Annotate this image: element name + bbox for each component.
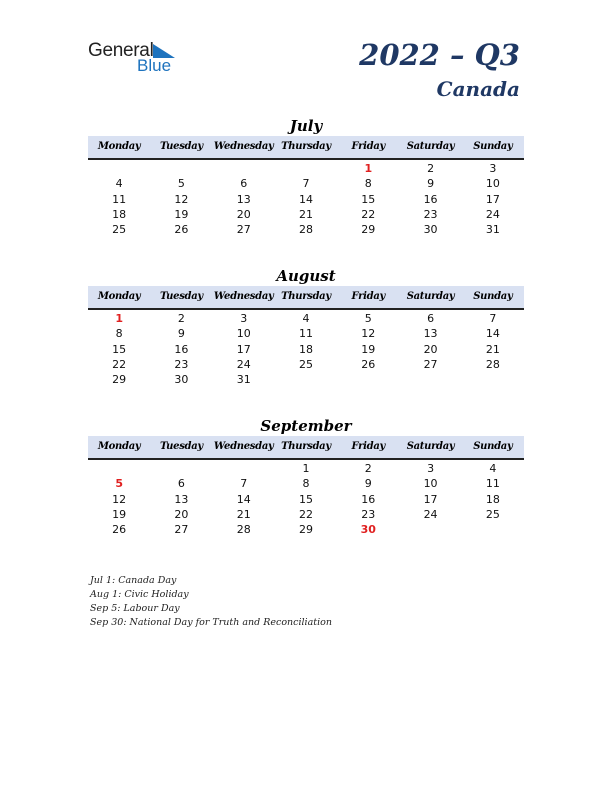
weekday-label: Friday bbox=[351, 441, 386, 452]
day-cell: 8 bbox=[364, 177, 372, 191]
day-cell: 7 bbox=[489, 312, 497, 325]
day-cell: 11 bbox=[298, 327, 313, 341]
day-cell: 12 bbox=[174, 192, 189, 206]
empty-day-cell bbox=[399, 522, 461, 537]
logo-general-text: General bbox=[88, 40, 154, 61]
weekday-label: Friday bbox=[351, 291, 386, 302]
day-cell: 20 bbox=[423, 342, 438, 356]
day-cell: 24 bbox=[236, 357, 251, 371]
day-cell: 5 bbox=[177, 177, 185, 191]
weekday-header bbox=[88, 136, 524, 160]
day-cell: 18 bbox=[485, 492, 500, 506]
day-cell: 5 bbox=[364, 312, 372, 325]
day-cell: 3 bbox=[240, 312, 248, 325]
day-cell: 2 bbox=[427, 162, 435, 175]
day-cell: 27 bbox=[174, 523, 189, 537]
weekday-label: Tuesday bbox=[159, 441, 203, 452]
day-cell: 1 bbox=[302, 462, 310, 475]
holiday-note: Sep 5: Labour Day bbox=[90, 603, 180, 614]
empty-day-cell bbox=[275, 161, 337, 176]
day-cell: 28 bbox=[236, 523, 251, 537]
empty-day-cell bbox=[275, 372, 337, 387]
weekday-label: Tuesday bbox=[159, 291, 203, 302]
day-cell: 4 bbox=[489, 462, 497, 475]
day-cell: 21 bbox=[236, 507, 251, 521]
day-cell: 29 bbox=[112, 373, 127, 387]
weekday-label: Monday bbox=[97, 291, 141, 302]
day-cell: 19 bbox=[361, 342, 376, 356]
month-name: August bbox=[276, 267, 336, 285]
day-cell: 21 bbox=[298, 207, 313, 221]
day-cell: 23 bbox=[174, 357, 189, 371]
generalblue-logo bbox=[88, 40, 188, 76]
weekday-label: Monday bbox=[97, 441, 141, 452]
day-cell: 13 bbox=[236, 192, 251, 206]
month-name: September bbox=[260, 417, 352, 435]
day-cell: 8 bbox=[115, 327, 123, 341]
holiday-note: Aug 1: Civic Holiday bbox=[90, 589, 189, 600]
empty-day-cell bbox=[150, 161, 212, 176]
day-cell: 27 bbox=[236, 223, 251, 237]
day-cell: 15 bbox=[361, 192, 376, 206]
day-grid bbox=[88, 311, 524, 387]
day-cell: 18 bbox=[112, 207, 127, 221]
holiday-note: Sep 30: National Day for Truth and Reconciliation bbox=[90, 617, 332, 628]
day-cell: 10 bbox=[423, 477, 438, 491]
month-name: July bbox=[289, 117, 323, 135]
weekday-label: Monday bbox=[97, 141, 141, 152]
country-name: Canada bbox=[436, 77, 520, 101]
day-cell: 10 bbox=[236, 327, 251, 341]
day-cell: 26 bbox=[112, 523, 127, 537]
holiday-note: Jul 1: Canada Day bbox=[90, 575, 177, 586]
weekday-header bbox=[88, 436, 524, 460]
day-cell: 5 bbox=[115, 477, 123, 491]
day-cell: 25 bbox=[112, 223, 127, 237]
day-cell: 1 bbox=[115, 312, 123, 325]
month-september bbox=[88, 416, 524, 537]
empty-day-cell bbox=[337, 372, 399, 387]
day-cell: 25 bbox=[485, 507, 500, 521]
weekday-label: Sunday bbox=[473, 291, 513, 302]
empty-day-cell bbox=[88, 161, 150, 176]
logo-blue-text: Blue bbox=[137, 56, 172, 75]
day-cell: 19 bbox=[174, 207, 189, 221]
day-cell: 16 bbox=[174, 342, 189, 356]
weekday-header bbox=[88, 286, 524, 310]
day-cell: 7 bbox=[240, 477, 248, 491]
day-cell: 30 bbox=[174, 373, 189, 387]
weekday-label: Friday bbox=[351, 141, 386, 152]
day-cell: 4 bbox=[115, 177, 123, 191]
weekday-label: Wednesday bbox=[213, 441, 274, 452]
day-cell: 9 bbox=[364, 477, 372, 491]
empty-day-cell bbox=[150, 461, 212, 476]
day-cell: 17 bbox=[423, 492, 438, 506]
empty-day-cell bbox=[399, 372, 461, 387]
day-cell: 26 bbox=[174, 223, 189, 237]
day-cell: 16 bbox=[423, 192, 438, 206]
weekday-label: Saturday bbox=[406, 441, 455, 452]
day-cell: 29 bbox=[361, 223, 376, 237]
day-cell: 2 bbox=[177, 312, 185, 325]
day-cell: 12 bbox=[361, 327, 376, 341]
day-cell: 13 bbox=[423, 327, 438, 341]
day-cell: 11 bbox=[485, 477, 500, 491]
day-cell: 22 bbox=[298, 507, 313, 521]
day-cell: 17 bbox=[485, 192, 500, 206]
day-cell: 15 bbox=[112, 342, 127, 356]
day-cell: 25 bbox=[298, 357, 313, 371]
day-cell: 20 bbox=[174, 507, 189, 521]
day-cell: 8 bbox=[302, 477, 310, 491]
day-cell: 14 bbox=[236, 492, 251, 506]
day-cell: 31 bbox=[236, 373, 251, 387]
day-cell: 14 bbox=[485, 327, 500, 341]
weekday-label: Sunday bbox=[473, 441, 513, 452]
weekday-label: Thursday bbox=[281, 441, 331, 452]
weekday-label: Thursday bbox=[281, 141, 331, 152]
day-cell: 19 bbox=[112, 507, 127, 521]
day-cell: 10 bbox=[485, 177, 500, 191]
day-grid bbox=[88, 461, 524, 537]
day-cell: 3 bbox=[489, 162, 497, 175]
day-cell: 14 bbox=[298, 192, 313, 206]
day-cell: 23 bbox=[423, 207, 438, 221]
empty-day-cell bbox=[213, 461, 275, 476]
empty-day-cell bbox=[462, 522, 524, 537]
quarter-title: 2022 – Q3 bbox=[359, 38, 520, 72]
month-august bbox=[88, 266, 524, 387]
day-cell: 9 bbox=[427, 177, 435, 191]
day-cell: 22 bbox=[361, 207, 376, 221]
day-cell: 16 bbox=[361, 492, 376, 506]
day-cell: 24 bbox=[423, 507, 438, 521]
day-cell: 31 bbox=[485, 223, 500, 237]
holiday-notes bbox=[90, 574, 332, 630]
weekday-label: Saturday bbox=[406, 141, 455, 152]
day-cell: 26 bbox=[361, 357, 376, 371]
weekday-label: Wednesday bbox=[213, 291, 274, 302]
day-cell: 6 bbox=[177, 477, 185, 491]
day-cell: 20 bbox=[236, 207, 251, 221]
day-cell: 2 bbox=[364, 462, 372, 475]
day-cell: 17 bbox=[236, 342, 251, 356]
weekday-label: Tuesday bbox=[159, 141, 203, 152]
day-cell: 22 bbox=[112, 357, 127, 371]
day-cell: 11 bbox=[112, 192, 127, 206]
day-cell: 3 bbox=[427, 462, 435, 475]
day-cell: 30 bbox=[360, 523, 376, 537]
day-cell: 9 bbox=[177, 327, 185, 341]
day-cell: 29 bbox=[298, 523, 313, 537]
day-cell: 1 bbox=[364, 162, 373, 175]
day-cell: 30 bbox=[423, 223, 438, 237]
weekday-label: Wednesday bbox=[213, 141, 274, 152]
day-cell: 23 bbox=[361, 507, 376, 521]
weekday-label: Sunday bbox=[473, 141, 513, 152]
weekday-label: Saturday bbox=[406, 291, 455, 302]
empty-day-cell bbox=[462, 372, 524, 387]
day-cell: 28 bbox=[298, 223, 313, 237]
day-cell: 24 bbox=[485, 207, 500, 221]
month-july bbox=[88, 116, 524, 237]
day-cell: 13 bbox=[174, 492, 189, 506]
day-cell: 21 bbox=[485, 342, 500, 356]
empty-day-cell bbox=[88, 461, 150, 476]
day-cell: 4 bbox=[302, 312, 310, 325]
empty-day-cell bbox=[213, 161, 275, 176]
day-cell: 12 bbox=[112, 492, 127, 506]
day-cell: 18 bbox=[298, 342, 313, 356]
day-grid bbox=[88, 161, 524, 237]
day-cell: 6 bbox=[240, 177, 248, 191]
day-cell: 28 bbox=[485, 357, 500, 371]
weekday-label: Thursday bbox=[281, 291, 331, 302]
day-cell: 27 bbox=[423, 357, 438, 371]
day-cell: 15 bbox=[298, 492, 313, 506]
day-cell: 6 bbox=[427, 312, 435, 325]
day-cell: 7 bbox=[302, 177, 310, 191]
